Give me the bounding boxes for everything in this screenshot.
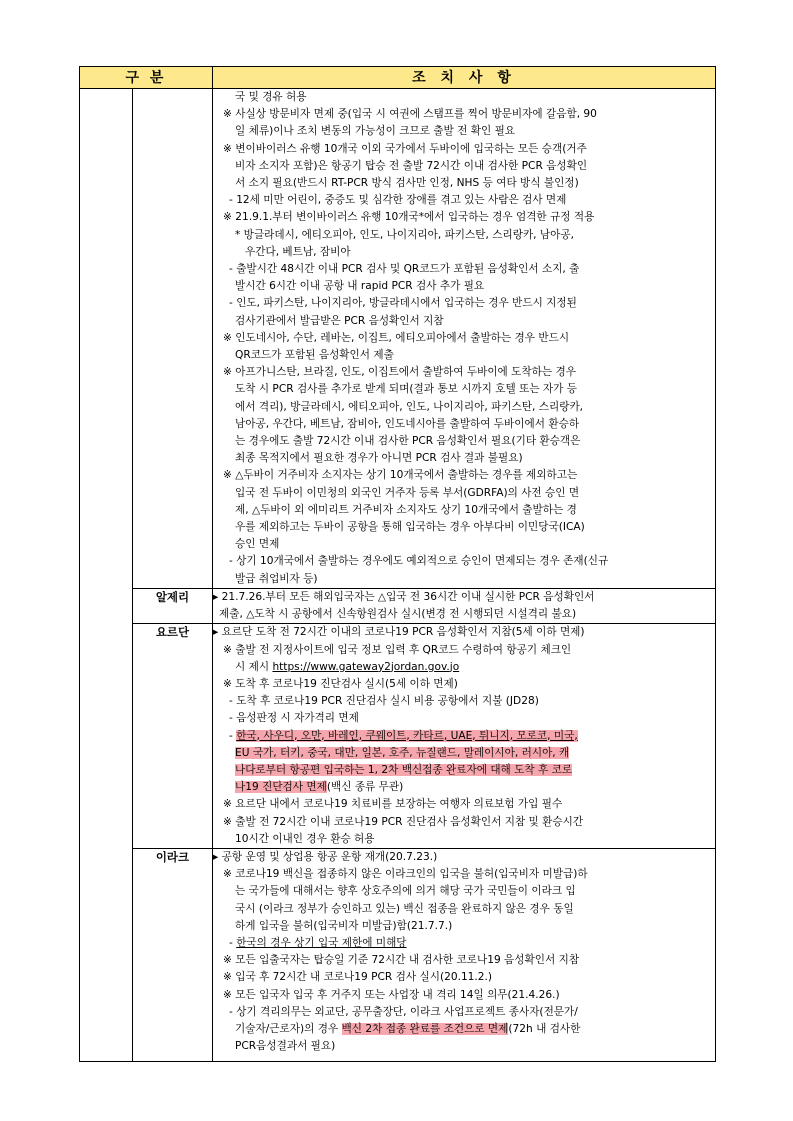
text-line: ※ 출발 전 지정사이트에 입국 정보 입력 후 QR코드 수령하여 항공기 체크인 (223, 643, 572, 656)
text-line: 우를 제외하고는 두바이 공항을 통해 입국하는 경우 아부다비 이민당국(ICA) (235, 521, 585, 534)
text-line: ※ 모든 입국자 입국 후 거주지 또는 사업장 내 격리 14일 의무(21.4.26.) (223, 988, 560, 1001)
text-line: - 도착 후 코로나19 PCR 진단검사 실시 비용 공항에서 지불 (JD28) (229, 695, 539, 708)
text-span: (백신 종류 무관) (326, 781, 404, 794)
text-span: 기술자/근로자)의 경우 (235, 1022, 342, 1035)
text-line: - 인도, 파키스탄, 나이지리아, 방글라데시에서 입국하는 경우 반드시 지정된 (229, 297, 577, 310)
text-line: 에서 격리), 방글라데시, 에티오피아, 인도, 나이지리아, 파키스탄, 스리랑카, (235, 400, 584, 413)
text-line: 남아공, 우간다, 베트남, 잠비아, 인도네시아를 출발하여 두바이에서 환승하 (235, 417, 580, 430)
text-line: - 음성판정 시 자가격리 면제 (229, 712, 359, 725)
text-line (213, 762, 715, 779)
text-line: ※ 출발 전 72시간 이내 코로나19 PCR 진단검사 음성확인서 지참 및 환승시간 (223, 815, 584, 828)
uae-measures (213, 89, 716, 589)
text-line: ※ 코로나19 백신을 접종하지 않은 이라크인의 입국을 불허(입국비자 미발급)하 (223, 868, 588, 881)
text-line: 승인 면제 (235, 538, 280, 551)
highlighted-text: 나다로부터 항공편 입국하는 1, 2차 백신접종 완료자에 대해 도착 후 코로 (235, 763, 573, 776)
text-line: ▸ 21.7.26.부터 모든 해외입국자는 △입국 전 36시간 이내 실시한 PCR 음성확인서 (213, 590, 595, 603)
text-line: ※ 입국 후 72시간 내 코로나19 PCR 검사 실시(20.11.2.) (223, 971, 493, 984)
text-line: - 출발시간 48시간 이내 PCR 검사 및 QR코드가 포함된 음성확인서 소지, 출 (229, 263, 580, 276)
text-line (213, 1021, 715, 1038)
text-line: ※ 아프가니스탄, 브라질, 인도, 이집트에서 출발하여 두바이에 도착하는 경우 (223, 366, 576, 379)
text-line: ※ 도착 후 코로나19 진단검사 실시(5세 이하 면제) (223, 677, 458, 690)
country-iraq: 이라크 (133, 848, 213, 1061)
row-algeria (80, 588, 716, 623)
text-line: ※ 요르단 내에서 코로나19 치료비를 보장하는 여행자 의료보험 가입 필수 (223, 798, 563, 811)
country-jordan: 요르단 (133, 624, 213, 849)
text-line: 발급 취업비자 등) (235, 572, 318, 585)
text-line: 10시간 이내인 경우 환승 허용 (235, 832, 375, 845)
text-line: QR코드가 포함된 음성확인서 제출 (235, 349, 394, 362)
header-row (80, 67, 716, 89)
iraq-measures (213, 848, 716, 1061)
jordan-measures (213, 624, 716, 849)
text-line: 서 소지 필요(반드시 RT-PCR 방식 검사만 인정, NHS 등 여타 방식 불인정) (235, 177, 579, 190)
country-cell-empty (133, 89, 213, 589)
region-cell (80, 89, 133, 1062)
highlighted-text: 백신 2차 접종 완료를 조건으로 면제 (341, 1022, 509, 1035)
text-line: ▸ 공항 운영 및 상업용 항공 운항 재개(20.7.23.) (213, 850, 438, 863)
text-line: - 12세 미만 어린이, 중증도 및 심각한 장애를 겪고 있는 사람은 검사 면제 (229, 194, 567, 207)
text-line: 비자 소지자 포함)은 항공기 탑승 전 출발 72시간 이내 검사한 PCR 음성확인 (235, 159, 588, 172)
text-line: 입국 전 두바이 이민청의 외국인 거주자 등록 부서(GDRFA)의 사전 승인 면 (235, 486, 580, 499)
text-line: 우간다, 베트남, 잠비아 (245, 245, 351, 258)
header-category: 구 분 (80, 67, 213, 89)
text-line: 발시간 6시간 이내 공항 내 rapid PCR 검사 추가 필요 (235, 280, 485, 293)
text-line: 최종 목적지에서 필요한 경우가 아니면 PCR 검사 결과 불필요) (235, 452, 523, 465)
text-line: 검사기관에서 발급받은 PCR 음성확인서 지참 (235, 314, 444, 327)
text-line: ▸ 요르단 도착 전 72시간 이내의 코로나19 PCR 음성확인서 지참(5세 이하 면제) (213, 626, 585, 639)
text-line: ※ △두바이 거주비자 소지자는 상기 10개국에서 출발하는 경우를 제외하고는 (223, 469, 578, 482)
highlighted-text: 나19 진단검사 면제 (235, 781, 327, 794)
header-measures: 조 치 사 항 (213, 67, 716, 89)
text-line: ※ 인도네시아, 수단, 레바논, 이집트, 에티오피아에서 출발하는 경우 반드시 (223, 331, 570, 344)
text-line: 는 경우에도 출발 72시간 이내 검사한 PCR 음성확인서 필요(기타 환승객은 (235, 435, 581, 448)
measures-table (79, 66, 716, 1062)
text-line: PCR음성결과서 필요) (235, 1040, 336, 1053)
underlined-text: 한국의 경우 상기 입국 제한에 미해당 (236, 936, 407, 949)
highlighted-text: EU 국가, 터키, 중국, 대만, 일본, 호주, 뉴질랜드, 말레이시아, 러시아, 캐 (235, 746, 570, 759)
text-line: - 상기 격리의무는 외교단, 공무출장단, 이라크 사업프로젝트 종사자(전문가/ (229, 1005, 578, 1018)
text-span: (72h 내 검사한 (508, 1022, 581, 1035)
text-line (213, 935, 715, 952)
country-algeria: 알제리 (133, 588, 213, 623)
text-line (213, 745, 715, 762)
text-line: ※ 변이바이러스 유행 10개국 이외 국가에서 두바이에 입국하는 모든 승객(거주 (223, 142, 587, 155)
text-line: ※ 모든 입출국자는 탑승일 기준 72시간 내 검사한 코로나19 음성확인서 지참 (223, 954, 580, 967)
text-line (213, 728, 715, 745)
text-line: 제출, △도착 시 공항에서 신속항원검사 실시(변경 전 시행되던 시설격리 불요) (219, 608, 577, 621)
text-line: 도착 시 PCR 검사를 추가로 받게 되며(결과 통보 시까지 호텔 또는 자가 등 (235, 383, 577, 396)
text-line: 는 국가들에 대해서는 향후 상호주의에 의거 해당 국가 국민들이 이라크 입 (235, 885, 576, 898)
algeria-measures (213, 588, 716, 623)
dash: - (229, 729, 237, 742)
row-iraq (80, 848, 716, 1061)
text-line: - 상기 10개국에서 출발하는 경우에도 예외적으로 승인이 면제되는 경우 존재(신규 (229, 555, 609, 568)
text-line: 제, △두바이 외 에미리트 거주비자 소지자도 상기 10개국에서 출발하는 경 (235, 503, 577, 516)
text-line (213, 659, 715, 676)
highlighted-text: 한국, 사우디, 오만, 바레인, 쿠웨이트, 카타르, UAE, 튀니지, 모로코, 미국, (236, 729, 578, 742)
text-span: 시 제시 (235, 660, 273, 673)
gateway-link[interactable]: https://www.gateway2jordan.gov.jo (272, 660, 460, 673)
text-line (213, 779, 715, 796)
text-line: 국 및 경유 허용 (235, 91, 307, 103)
row-uae-continued (80, 89, 716, 589)
text-line: 국시 (이라크 정부가 승인하고 있는) 백신 접종을 완료하지 않은 경우 동일 (235, 902, 574, 915)
text-line: 하게 입국을 불허(입국비자 미발급)함(21.7.7.) (235, 919, 453, 932)
dash: - (229, 936, 237, 949)
row-jordan (80, 624, 716, 849)
text-line: 일 체류)이나 조치 변동의 가능성이 크므로 출발 전 확인 필요 (235, 125, 516, 138)
text-line: * 방글라데시, 에티오피아, 인도, 나이지리아, 파키스탄, 스리랑카, 남아공, (235, 228, 574, 241)
text-line: ※ 21.9.1.부터 변이바이러스 유행 10개국*에서 입국하는 경우 엄격한 규정 적용 (223, 211, 595, 224)
text-line: ※ 사실상 방문비자 면제 중(입국 시 여권에 스탬프를 찍어 방문비자에 갈음함, 90 (223, 108, 597, 121)
